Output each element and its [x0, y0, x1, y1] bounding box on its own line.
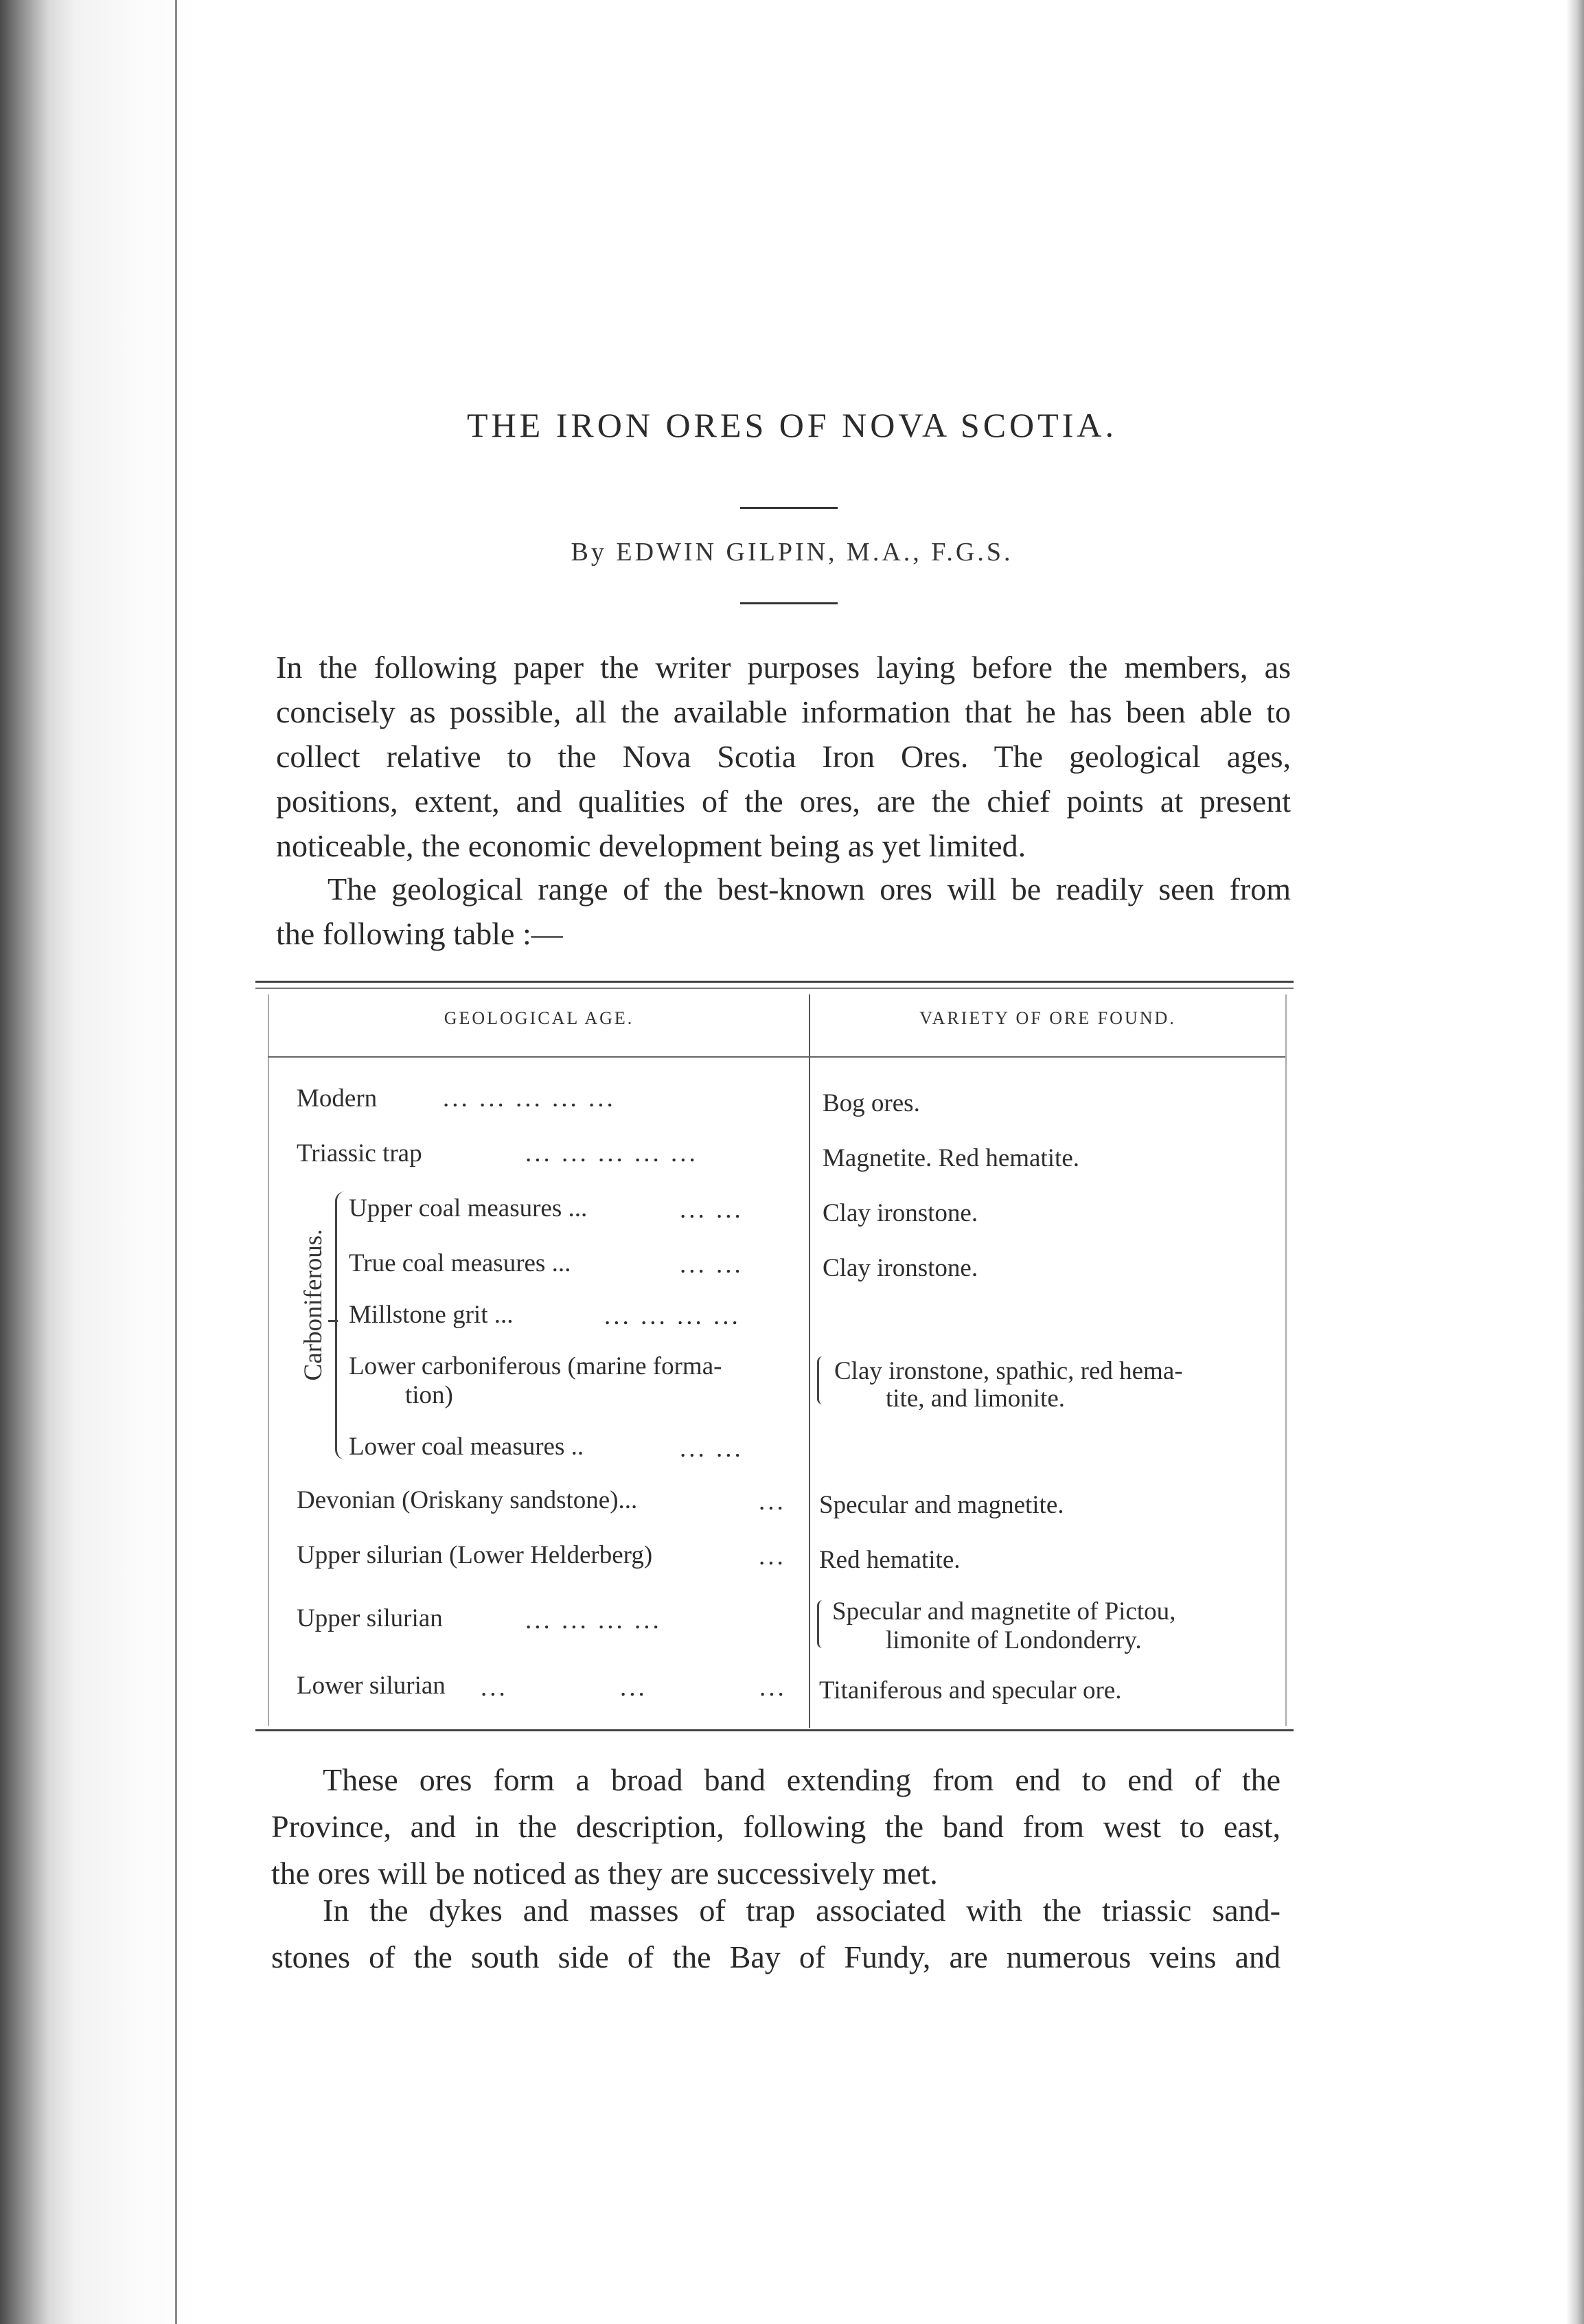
- table-row-age: Upper silurian (Lower Helderberg): [297, 1541, 653, 1569]
- book-binding-shadow: [0, 0, 199, 2324]
- title-rule: [740, 507, 838, 509]
- final-line: stones of the south side of the Bay of Fundy, are numerous veins and: [271, 1939, 1281, 1974]
- table-row-leaders: ... ...: [680, 1435, 744, 1463]
- table-row-leaders: ... ... ... ...: [604, 1302, 741, 1330]
- table-row-leaders: ...: [759, 1488, 786, 1516]
- table-row-age: Upper silurian: [297, 1604, 443, 1632]
- table-row-age: True coal measures ...: [349, 1249, 571, 1277]
- intro-line: concisely as possible, all the available information that he has been able to: [276, 694, 1291, 729]
- table-row-age: Modern: [297, 1084, 378, 1113]
- intro-line: positions, extent, and qualities of the ores, are the chief points at present: [276, 784, 1291, 819]
- table-row-age: Lower silurian: [297, 1672, 446, 1700]
- intro-line: noticeable, the economic development being as yet limited.: [276, 828, 1026, 863]
- intro-line: collect relative to the Nova Scotia Iron Ores. The geological ages,: [276, 739, 1291, 774]
- gutter-line: [175, 0, 177, 2324]
- column-header-ore: VARIETY OF ORE FOUND.: [919, 1008, 1176, 1028]
- table-right-border: [1285, 994, 1287, 1726]
- table-row-ore: Bog ores.: [823, 1089, 920, 1117]
- table-row-ore-continued: tite, and limonite.: [886, 1385, 1066, 1413]
- range-paragraph: [276, 871, 1291, 960]
- after-paragraph: [271, 1762, 1281, 1906]
- table-left-border: [268, 994, 269, 1726]
- table-row-age: Triassic trap: [297, 1139, 422, 1167]
- table-row-leaders: ... ... ... ...: [525, 1606, 662, 1634]
- table-row-age: Millstone grit ...: [349, 1301, 514, 1329]
- table-row-leaders: ... ...: [680, 1196, 744, 1224]
- table-row-ore: Titaniferous and specular ore.: [819, 1676, 1122, 1705]
- table-top-rule: [255, 981, 1294, 983]
- ore-brace: [817, 1600, 826, 1648]
- carboniferous-group-label: Carboniferous.: [299, 1229, 328, 1381]
- table-row-age: Upper coal measures ...: [349, 1194, 588, 1222]
- table-row-ore: Specular and magnetite.: [819, 1491, 1064, 1519]
- range-line: The geological range of the best-known ores will be readily seen from: [328, 872, 1291, 907]
- page-edge: [1566, 0, 1584, 2324]
- table-row-ore-continued: limonite of Londonderry.: [886, 1626, 1142, 1654]
- table-row-age: Lower coal measures ..: [349, 1433, 584, 1461]
- table-row-age: Devonian (Oriskany sandstone)...: [297, 1486, 638, 1514]
- range-line: the following table :—: [276, 916, 563, 951]
- table-column-divider: [809, 994, 810, 1728]
- byline-rule: [740, 602, 838, 604]
- table-row-leaders: ... ... ... ... ...: [443, 1084, 616, 1113]
- intro-paragraph: [276, 649, 1291, 876]
- final-line: In the dykes and masses of trap associated with the triassic sand-: [323, 1893, 1281, 1928]
- table-header-rule: [268, 1056, 1285, 1058]
- table-row-ore: Clay ironstone.: [823, 1199, 978, 1227]
- table-row-ore: Clay ironstone.: [823, 1254, 978, 1282]
- table-top-rule-2: [255, 988, 1294, 989]
- article-title: THE IRON ORES OF NOVA SCOTIA.: [467, 406, 1117, 444]
- table-row-ore: Clay ironstone, spathic, red hema-: [834, 1357, 1183, 1385]
- final-paragraph: [271, 1892, 1281, 1988]
- table-row-ore: Magnetite. Red hematite.: [823, 1144, 1079, 1172]
- after-line: the ores will be noticed as they are successively met.: [271, 1856, 938, 1891]
- after-line: Province, and in the description, following the band from west to east,: [271, 1809, 1281, 1844]
- ore-brace: [817, 1356, 826, 1404]
- table-bottom-rule: [255, 1729, 1294, 1731]
- table-row-age: Lower carboniferous (marine forma-: [349, 1352, 722, 1380]
- after-line: These ores form a broad band extending from end to end of the: [323, 1762, 1281, 1797]
- table-row-ore: Specular and magnetite of Pictou,: [832, 1597, 1176, 1626]
- table-row-leaders: ... ... ... ... ...: [525, 1139, 698, 1167]
- table-row-ore: Red hematite.: [819, 1546, 961, 1574]
- intro-line: In the following paper the writer purposes laying before the members, as: [276, 650, 1291, 685]
- table-row-leaders: ...: [759, 1542, 786, 1571]
- table-row-age-continued: tion): [405, 1381, 453, 1409]
- author-byline: By EDWIN GILPIN, M.A., F.G.S.: [571, 538, 1013, 567]
- table-row-leaders: ... ...: [680, 1251, 744, 1279]
- column-header-age: GEOLOGICAL AGE.: [444, 1008, 634, 1028]
- table-row-leaders: ... ... ...: [481, 1674, 787, 1702]
- carboniferous-brace: [335, 1192, 349, 1459]
